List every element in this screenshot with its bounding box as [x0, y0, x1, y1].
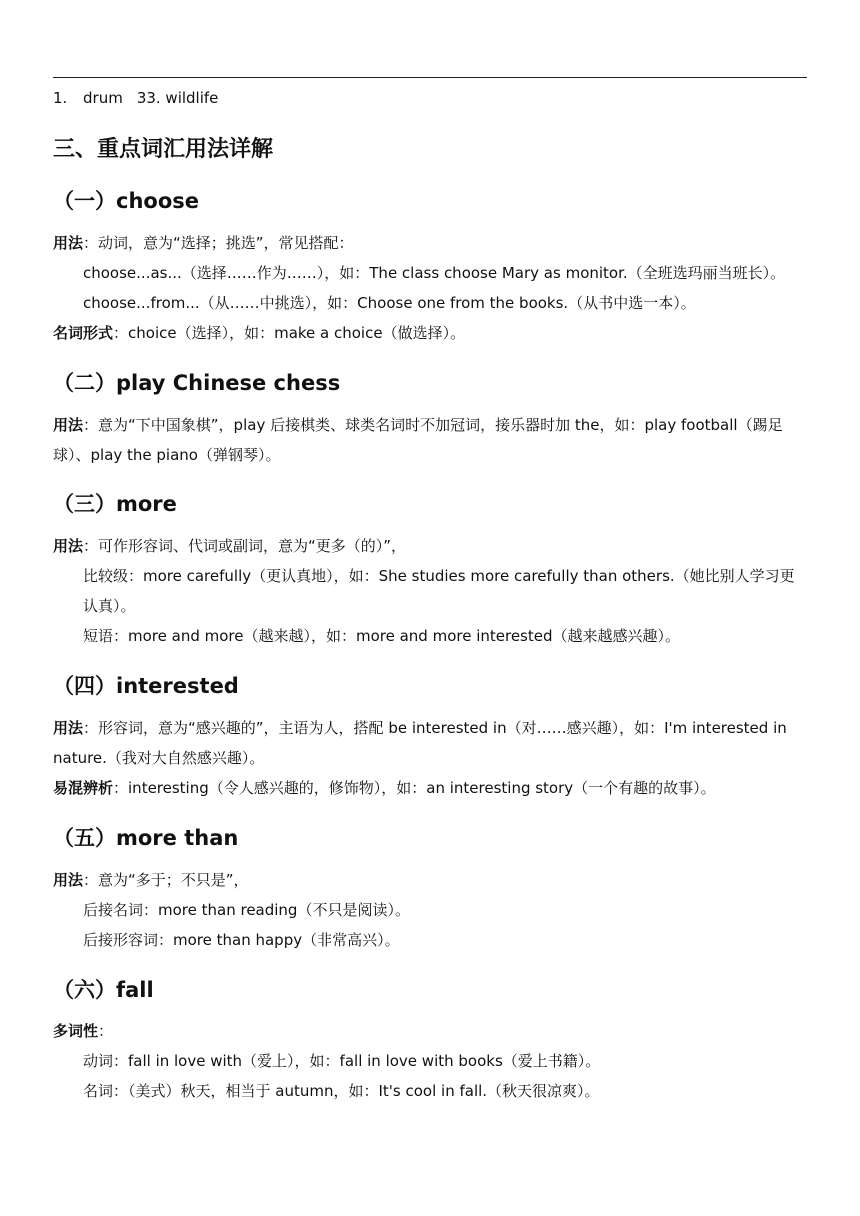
- subsection-heading-interested: （四）interested: [53, 674, 239, 698]
- usage-line: [53, 410, 809, 470]
- usage-line: [53, 865, 809, 895]
- example-line: 比较级：more carefully（更认真地），如：She studies more carefully than others.（她比别人学习更认真）。: [83, 567, 795, 615]
- usage-text: ：choice（选择），如：make a choice（做选择）。: [113, 324, 466, 342]
- vocab-word: 33. wildlife: [136, 89, 219, 107]
- example-line: 后接名词：more than reading（不只是阅读）。: [83, 901, 410, 919]
- usage-text: ：可作形容词、代词或副词，意为“更多（的）”，: [83, 537, 407, 555]
- usage-text: ：interesting（令人感兴趣的，修饰物），如：an interesting story（一个有趣的故事）。: [113, 779, 716, 797]
- vocab-word: drum: [83, 89, 123, 107]
- usage-line: [53, 318, 809, 348]
- vocab-list-line: [53, 88, 807, 108]
- section-title: 三、重点词汇用法详解: [53, 137, 274, 162]
- subsection-heading-choose: （一）choose: [53, 189, 199, 213]
- example-line: 短语：more and more（越来越），如：more and more interested（越来越感兴趣）。: [83, 627, 680, 645]
- usage-line: [53, 713, 809, 773]
- usage-label: 名词形式: [53, 324, 114, 342]
- usage-line: [53, 1016, 809, 1046]
- usage-text: ：形容词，意为“感兴趣的”，主语为人，搭配 be interested in（对……感兴趣），如：I'm interested in nature.（我对大自然感兴趣）。: [53, 719, 787, 767]
- usage-line: [53, 531, 809, 561]
- example-line: 动词：fall in love with（爱上），如：fall in love with books（爱上书籍）。: [83, 1052, 601, 1070]
- usage-label: 用法: [53, 871, 84, 889]
- usage-text: ：意为“下中国象棋”，play 后接棋类、球类名词时不加冠词，接乐器时加 the，如：play football（踢足球）、play the piano（弹钢琴）。: [53, 416, 783, 464]
- usage-label: 多词性: [53, 1022, 99, 1040]
- example-line: choose...as...（选择……作为……），如：The class choose Mary as monitor.（全班选玛丽当班长）。: [83, 264, 786, 282]
- subsection-heading-more: （三）more: [53, 492, 177, 516]
- usage-label: 易混辨析: [53, 779, 114, 797]
- subsection-heading-fall: （六）fall: [53, 978, 154, 1002]
- usage-line: [53, 773, 809, 803]
- usage-text: ：动词，意为“选择；挑选”，常见搭配：: [83, 234, 354, 252]
- usage-line: [53, 228, 809, 258]
- example-line: 后接形容词：more than happy（非常高兴）。: [83, 931, 400, 949]
- usage-label: 用法: [53, 416, 84, 434]
- usage-text: ：意为“多于；不只是”，: [83, 871, 249, 889]
- usage-label: 用法: [53, 537, 84, 555]
- header-rule: [53, 77, 807, 78]
- example-line: choose...from...（从……中挑选），如：Choose one from the books.（从书中选一本）。: [83, 294, 696, 312]
- usage-label: 用法: [53, 719, 84, 737]
- list-number: 1.: [53, 89, 68, 107]
- usage-label: 用法: [53, 234, 84, 252]
- example-line: 名词：（美式）秋天，相当于 autumn，如：It's cool in fall.（秋天很凉爽）。: [83, 1082, 600, 1100]
- usage-text: ：: [98, 1022, 114, 1040]
- subsection-heading-play-chess: （二）play Chinese chess: [53, 371, 341, 395]
- subsection-heading-more-than: （五）more than: [53, 826, 239, 850]
